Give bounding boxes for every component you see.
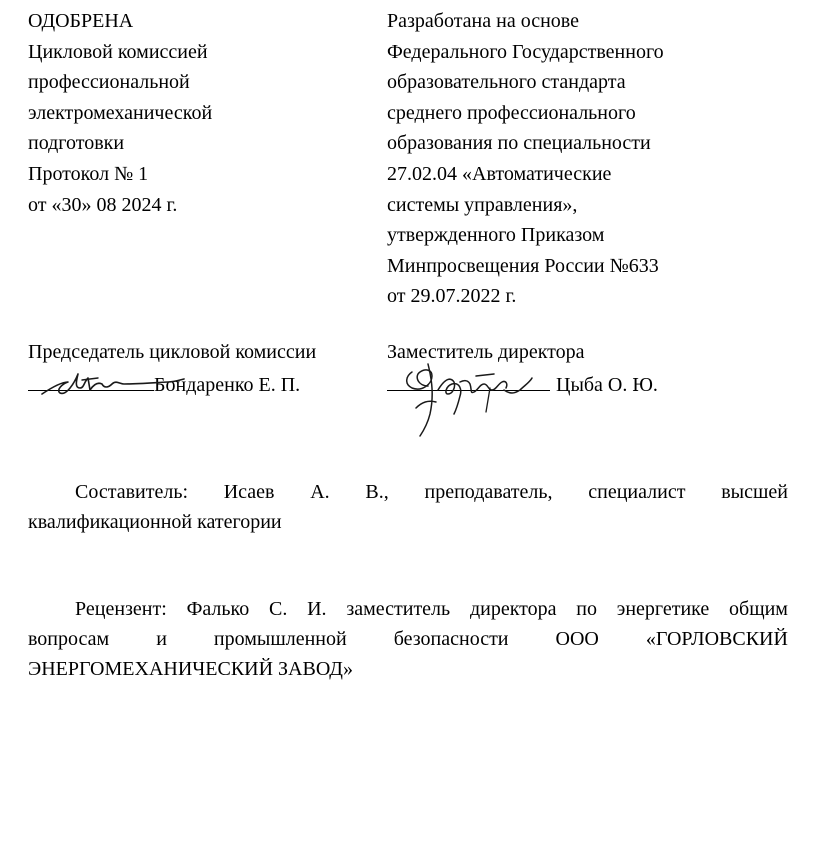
basis-line: системы управления», — [387, 193, 578, 216]
compiler-word: А. — [310, 481, 330, 503]
approval-line: Цикловой комиссией — [28, 40, 208, 63]
approval-line: профессиональной — [28, 71, 190, 94]
basis-line: Разработана на основе — [387, 10, 579, 32]
reviewer-word: заместитель — [346, 598, 451, 620]
compiler-line-1 — [28, 477, 788, 507]
basis-line: образования по специальности — [387, 132, 651, 155]
compiler-word: Составитель: — [75, 481, 188, 503]
reviewer-word: энергетике — [616, 598, 710, 620]
reviewer-word: промышленной — [213, 628, 347, 650]
reviewer-word: по — [576, 598, 597, 620]
basis-line: среднего профессионального — [387, 101, 636, 124]
reviewer-paragraph — [28, 594, 788, 684]
approval-line: электромеханической — [28, 101, 213, 124]
deputy-handwritten-signature — [398, 350, 538, 440]
reviewer-line-2 — [28, 624, 788, 654]
basis-line: Федерального Государственного — [387, 40, 664, 63]
approval-block — [28, 6, 368, 220]
reviewer-line-3: ЭНЕРГОМЕХАНИЧЕСКИЙ ЗАВОД» — [28, 658, 353, 680]
basis-line: 27.02.04 «Автоматические — [387, 162, 612, 185]
reviewer-word: ООО — [555, 628, 599, 650]
basis-line: образовательного стандарта — [387, 71, 626, 94]
reviewer-word: «ГОРЛОВСКИЙ — [645, 628, 788, 650]
reviewer-word: директора — [469, 598, 557, 620]
approval-heading: ОДОБРЕНА — [28, 10, 134, 32]
compiler-paragraph — [28, 477, 788, 537]
protocol-date: от «30» 08 2024 г. — [28, 193, 178, 216]
deputy-name: Цыба О. Ю. — [556, 374, 658, 396]
basis-line: Минпросвещения России №633 — [387, 254, 659, 277]
reviewer-word: вопросам — [28, 628, 110, 650]
reviewer-word: безопасности — [393, 628, 509, 650]
reviewer-word: и — [156, 628, 167, 650]
reviewer-word: И. — [307, 598, 327, 620]
chairman-name: Бондаренко Е. П. — [154, 374, 301, 396]
compiler-word: высшей — [721, 481, 788, 503]
compiler-line-2: квалификационной категории — [28, 511, 282, 533]
reviewer-word: Фалько — [186, 598, 250, 620]
compiler-word: Исаев — [223, 481, 275, 503]
reviewer-line-1 — [28, 594, 788, 624]
compiler-word: преподаватель, — [424, 481, 553, 503]
reviewer-word: Рецензент: — [75, 598, 167, 620]
deputy-title: Заместитель директора — [387, 341, 585, 363]
chairman-handwritten-signature — [38, 360, 188, 405]
approval-line: подготовки — [28, 132, 125, 155]
basis-line: от 29.07.2022 г. — [387, 285, 517, 308]
reviewer-word: общим — [729, 598, 788, 620]
basis-line: утвержденного Приказом — [387, 224, 605, 247]
chairman-title: Председатель цикловой комиссии — [28, 341, 317, 363]
protocol-number: Протокол № 1 — [28, 162, 149, 185]
compiler-word: специалист — [588, 481, 686, 503]
compiler-word: В., — [365, 481, 389, 503]
basis-block — [387, 6, 787, 312]
reviewer-word: С. — [268, 598, 288, 620]
